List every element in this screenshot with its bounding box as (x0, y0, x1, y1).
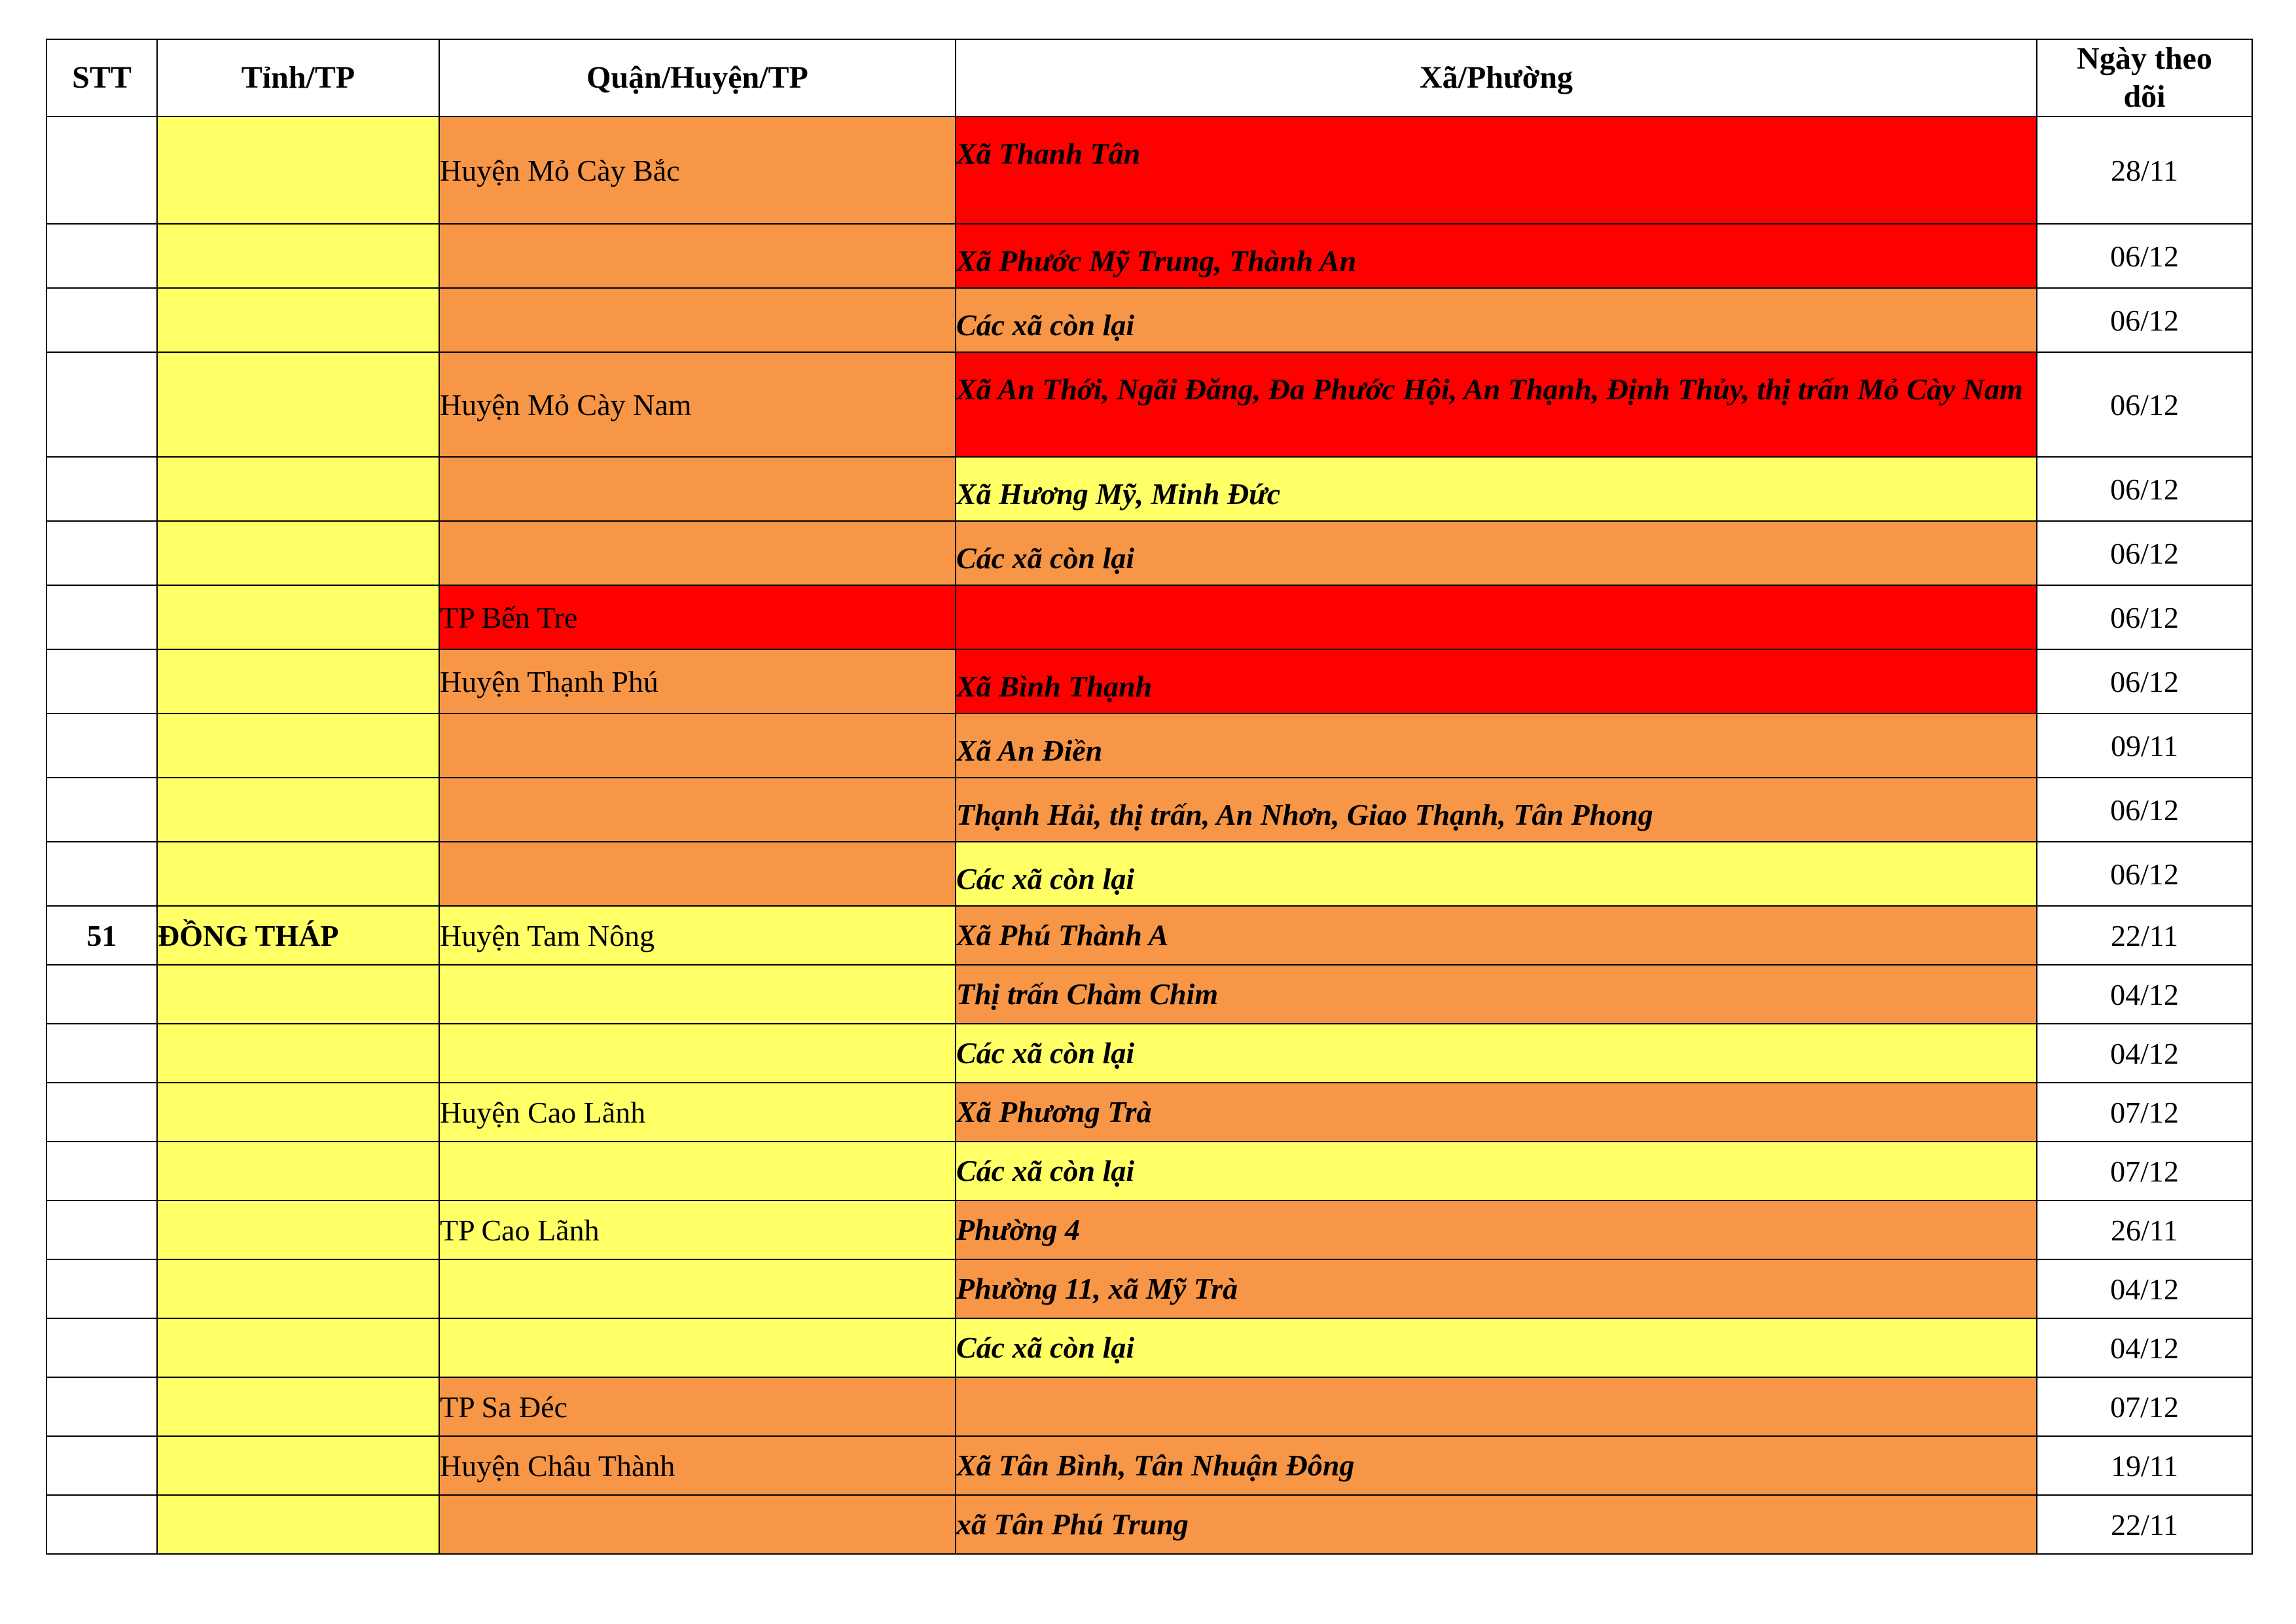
cell-xa: Thị trấn Chàm Chim (956, 965, 2037, 1024)
cell-tinh: ĐỒNG THÁP (157, 906, 439, 965)
cell-tinh (157, 1318, 439, 1377)
cell-stt (46, 965, 157, 1024)
cell-xa: Xã Hương Mỹ, Minh Đức (956, 457, 2037, 521)
cell-stt (46, 1259, 157, 1318)
cell-stt (46, 585, 157, 649)
cell-xa: xã Tân Phú Trung (956, 1495, 2037, 1554)
cell-stt (46, 224, 157, 288)
table-row (46, 842, 2252, 906)
table-row (46, 585, 2252, 649)
cell-huyen (439, 1024, 956, 1083)
table-row (46, 906, 2252, 965)
cell-stt (46, 649, 157, 713)
cell-tinh (157, 352, 439, 457)
table-row (46, 352, 2252, 457)
table-row (46, 1142, 2252, 1200)
table-row (46, 224, 2252, 288)
cell-huyen (439, 1318, 956, 1377)
cell-huyen: TP Sa Đéc (439, 1377, 956, 1436)
cell-tinh (157, 1200, 439, 1259)
cell-tinh (157, 1495, 439, 1554)
cell-xa: Xã Thanh Tân (956, 117, 2037, 224)
cell-huyen (439, 1495, 956, 1554)
cell-stt (46, 778, 157, 842)
cell-stt (46, 1436, 157, 1495)
cell-ngay: 28/11 (2037, 117, 2252, 224)
cell-xa: Xã Phước Mỹ Trung, Thành An (956, 224, 2037, 288)
cell-xa: Xã Bình Thạnh (956, 649, 2037, 713)
table-row (46, 965, 2252, 1024)
cell-xa: Xã An Thới, Ngãi Đăng, Đa Phước Hội, An Thạnh, Định Thủy, thị trấn Mỏ Cày Nam (956, 352, 2037, 457)
table-row (46, 1377, 2252, 1436)
cell-tinh (157, 649, 439, 713)
cell-ngay: 06/12 (2037, 521, 2252, 585)
cell-tinh (157, 521, 439, 585)
cell-ngay: 06/12 (2037, 352, 2252, 457)
cell-ngay: 06/12 (2037, 457, 2252, 521)
cell-tinh (157, 288, 439, 352)
cell-ngay: 26/11 (2037, 1200, 2252, 1259)
cell-huyen (439, 1142, 956, 1200)
cell-ngay: 07/12 (2037, 1142, 2252, 1200)
cell-tinh (157, 1024, 439, 1083)
monitoring-table (46, 39, 2253, 1555)
cell-stt (46, 521, 157, 585)
cell-xa: Xã Tân Bình, Tân Nhuận Đông (956, 1436, 2037, 1495)
cell-tinh (157, 117, 439, 224)
cell-huyen (439, 1259, 956, 1318)
cell-tinh (157, 457, 439, 521)
cell-ngay: 06/12 (2037, 224, 2252, 288)
cell-ngay: 07/12 (2037, 1083, 2252, 1142)
cell-huyen (439, 288, 956, 352)
table-row (46, 1024, 2252, 1083)
cell-stt (46, 1083, 157, 1142)
cell-tinh (157, 1259, 439, 1318)
cell-stt (46, 1318, 157, 1377)
cell-huyen: Huyện Mỏ Cày Nam (439, 352, 956, 457)
cell-ngay: 09/11 (2037, 713, 2252, 778)
cell-xa: Các xã còn lại (956, 1024, 2037, 1083)
table-row (46, 1200, 2252, 1259)
cell-huyen: Huyện Mỏ Cày Bắc (439, 117, 956, 224)
cell-stt (46, 1200, 157, 1259)
cell-huyen (439, 457, 956, 521)
cell-stt (46, 352, 157, 457)
cell-tinh (157, 1436, 439, 1495)
cell-ngay: 06/12 (2037, 585, 2252, 649)
cell-xa (956, 1377, 2037, 1436)
table-row (46, 1495, 2252, 1554)
cell-xa: Các xã còn lại (956, 521, 2037, 585)
cell-ngay: 04/12 (2037, 1259, 2252, 1318)
table-row (46, 521, 2252, 585)
cell-huyen (439, 521, 956, 585)
cell-ngay: 19/11 (2037, 1436, 2252, 1495)
cell-huyen (439, 842, 956, 906)
cell-huyen: Huyện Cao Lãnh (439, 1083, 956, 1142)
cell-huyen: TP Bến Tre (439, 585, 956, 649)
table-row (46, 778, 2252, 842)
cell-tinh (157, 965, 439, 1024)
cell-ngay: 04/12 (2037, 965, 2252, 1024)
cell-huyen: Huyện Châu Thành (439, 1436, 956, 1495)
cell-huyen: Huyện Thạnh Phú (439, 649, 956, 713)
cell-xa: Các xã còn lại (956, 1142, 2037, 1200)
table-row (46, 288, 2252, 352)
cell-huyen (439, 965, 956, 1024)
cell-xa: Xã Phương Trà (956, 1083, 2037, 1142)
cell-xa: Các xã còn lại (956, 288, 2037, 352)
cell-tinh (157, 1083, 439, 1142)
header-ngay: Ngày theo dõi (2037, 39, 2252, 117)
cell-xa: Xã An Điền (956, 713, 2037, 778)
cell-tinh (157, 713, 439, 778)
table-row (46, 457, 2252, 521)
table-row (46, 1259, 2252, 1318)
cell-stt: 51 (46, 906, 157, 965)
cell-xa: Các xã còn lại (956, 1318, 2037, 1377)
cell-xa: Phường 4 (956, 1200, 2037, 1259)
cell-ngay: 06/12 (2037, 778, 2252, 842)
table-row (46, 1436, 2252, 1495)
cell-ngay: 07/12 (2037, 1377, 2252, 1436)
header-tinh: Tỉnh/TP (157, 39, 439, 117)
table-body (46, 117, 2252, 1554)
cell-tinh (157, 842, 439, 906)
cell-stt (46, 1024, 157, 1083)
cell-ngay: 06/12 (2037, 288, 2252, 352)
cell-stt (46, 117, 157, 224)
table-row (46, 117, 2252, 224)
cell-stt (46, 713, 157, 778)
table-row (46, 1318, 2252, 1377)
cell-tinh (157, 585, 439, 649)
cell-stt (46, 1377, 157, 1436)
cell-ngay: 06/12 (2037, 649, 2252, 713)
cell-xa: Phường 11, xã Mỹ Trà (956, 1259, 2037, 1318)
cell-ngay: 06/12 (2037, 842, 2252, 906)
header-xa: Xã/Phường (956, 39, 2037, 117)
cell-xa: Thạnh Hải, thị trấn, An Nhơn, Giao Thạnh, Tân Phong (956, 778, 2037, 842)
table-row (46, 713, 2252, 778)
cell-tinh (157, 778, 439, 842)
cell-stt (46, 842, 157, 906)
cell-ngay: 04/12 (2037, 1024, 2252, 1083)
cell-ngay: 22/11 (2037, 906, 2252, 965)
cell-ngay: 22/11 (2037, 1495, 2252, 1554)
cell-huyen (439, 713, 956, 778)
cell-xa: Xã Phú Thành A (956, 906, 2037, 965)
cell-stt (46, 457, 157, 521)
table-row (46, 649, 2252, 713)
cell-tinh (157, 1142, 439, 1200)
cell-tinh (157, 224, 439, 288)
cell-ngay: 04/12 (2037, 1318, 2252, 1377)
header-stt: STT (46, 39, 157, 117)
cell-huyen (439, 224, 956, 288)
cell-huyen (439, 778, 956, 842)
cell-huyen: TP Cao Lãnh (439, 1200, 956, 1259)
cell-tinh (157, 1377, 439, 1436)
header-row (46, 39, 2252, 117)
header-huyen: Quận/Huyện/TP (439, 39, 956, 117)
table-row (46, 1083, 2252, 1142)
cell-xa (956, 585, 2037, 649)
cell-stt (46, 1142, 157, 1200)
cell-huyen: Huyện Tam Nông (439, 906, 956, 965)
cell-xa: Các xã còn lại (956, 842, 2037, 906)
cell-stt (46, 1495, 157, 1554)
cell-stt (46, 288, 157, 352)
